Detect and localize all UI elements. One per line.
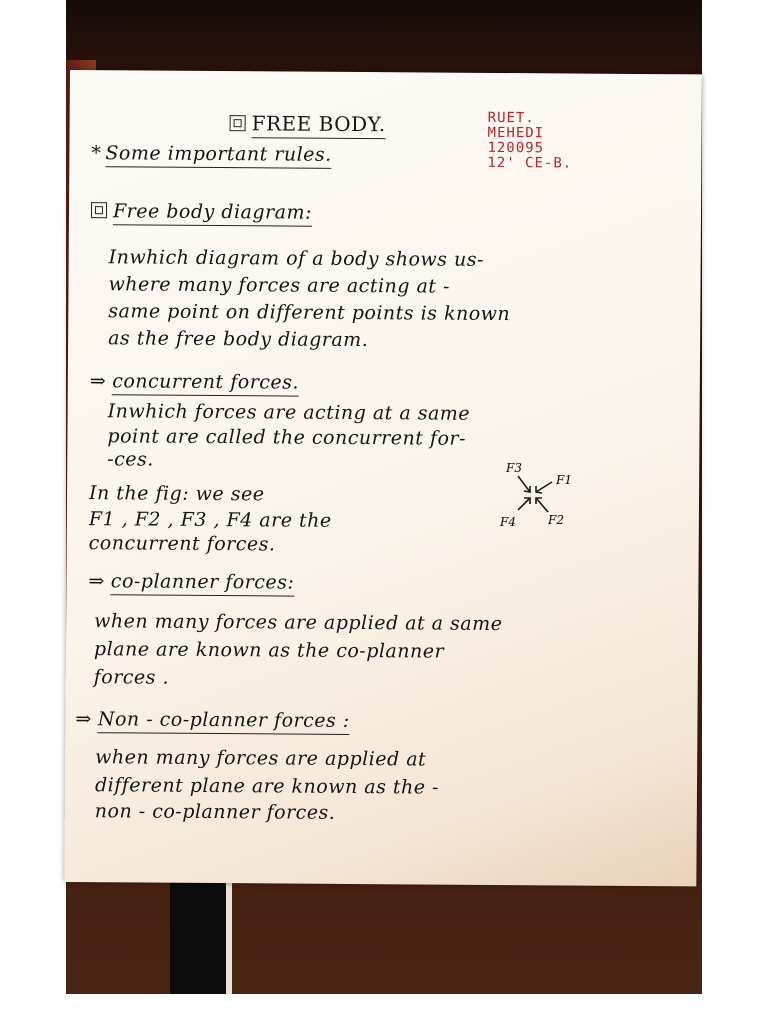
text-line: same point on different points is known xyxy=(108,300,511,326)
book-corner xyxy=(170,880,232,994)
section-heading-text: Non - co-planner forces : xyxy=(98,708,350,735)
label-f3: F3 xyxy=(506,461,522,475)
section-heading-text: concurrent forces. xyxy=(112,370,299,396)
text-line: forces . xyxy=(93,666,170,689)
concurrent-forces-figure xyxy=(492,458,582,536)
force-arrow-f3 xyxy=(518,476,530,492)
text-line: plane are known as the co-planner xyxy=(93,638,445,663)
student-tag-line-2: MEHEDI xyxy=(487,124,545,142)
text-line: In the fig: we see xyxy=(88,482,265,506)
text-line: as the free body diagram. xyxy=(108,327,369,352)
force-arrow-f4 xyxy=(518,498,530,510)
notebook-page xyxy=(64,70,702,886)
box-bullet-icon xyxy=(91,202,107,218)
arrow-bullet-icon: ⇒ xyxy=(88,570,105,593)
student-tag-line-4: 12' CE-B. xyxy=(487,154,573,172)
text-line: Inwhich forces are acting at a same xyxy=(107,400,471,425)
force-arrow-f2 xyxy=(536,498,548,512)
force-arrow-f1 xyxy=(536,482,552,492)
text-line: concurrent forces. xyxy=(88,532,276,556)
section-heading-free-body xyxy=(91,200,312,224)
subtitle xyxy=(91,142,331,166)
text-line: different plane are known as the - xyxy=(94,774,440,799)
title-text: FREE BODY. xyxy=(252,111,386,139)
arrow-bullet-icon: ⇒ xyxy=(75,708,92,731)
section-heading-coplanar xyxy=(88,570,294,593)
asterisk-icon: * xyxy=(91,142,102,165)
text-line: Inwhich diagram of a body shows us- xyxy=(108,246,484,271)
section-heading-text: Free body diagram: xyxy=(113,200,312,226)
subtitle-text: Some important rules. xyxy=(105,142,332,169)
student-tag-line-3: 120095 xyxy=(487,139,545,157)
arrow-bullet-icon: ⇒ xyxy=(89,370,107,393)
text-line: when many forces are applied at xyxy=(95,746,427,771)
section-heading-non-coplanar xyxy=(75,708,349,732)
text-line: where many forces are acting at - xyxy=(108,273,451,298)
section-heading-text: co-planner forces: xyxy=(111,570,295,596)
text-line: F1 , F2 , F3 , F4 are the xyxy=(88,508,332,532)
label-f2: F2 xyxy=(548,513,564,527)
text-line: non - co-planner forces. xyxy=(94,800,336,824)
box-bullet-icon xyxy=(230,115,246,131)
page-title xyxy=(230,111,386,136)
text-line: when many forces are applied at a same xyxy=(94,610,503,636)
label-f1: F1 xyxy=(556,473,572,487)
text-line: -ces. xyxy=(107,448,154,471)
label-f4: F4 xyxy=(500,515,516,529)
text-line: point are called the concurrent for- xyxy=(107,425,467,450)
section-heading-concurrent xyxy=(90,370,299,393)
student-tag-line-1: RUET. xyxy=(487,109,535,127)
